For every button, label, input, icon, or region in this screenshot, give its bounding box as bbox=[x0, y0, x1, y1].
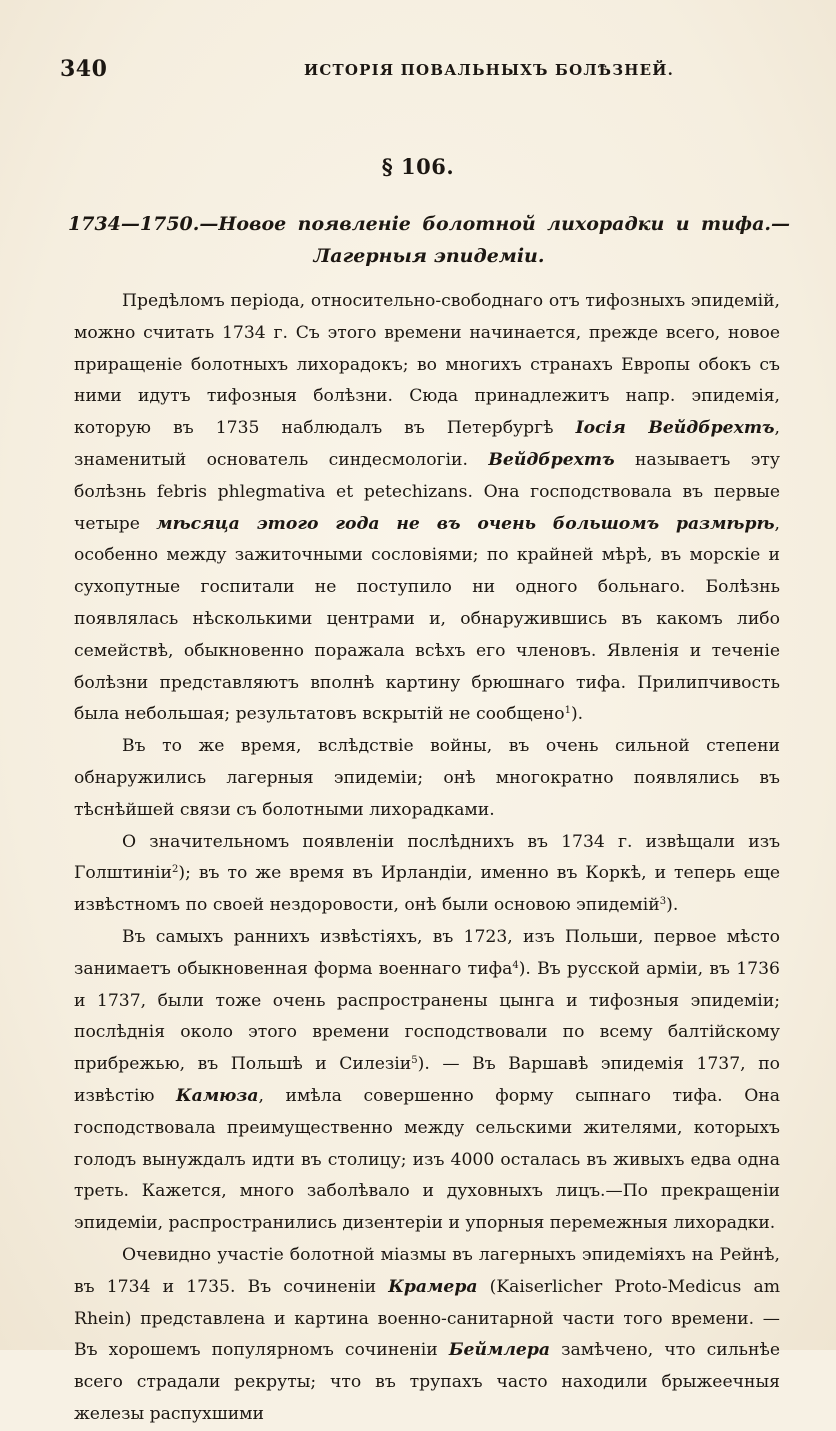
page-number: 340 bbox=[60, 56, 108, 82]
text-run: ). Въ русской арміи, въ 1736 и 1737, были тоже очень распространены цынга и тифозныя эпидеміи; послѣднія около этого времени господствовали по всему балтійскому прибрежью, въ Польшѣ и Силезіи bbox=[74, 958, 780, 1075]
text-run: Предѣломъ періода, относительно-свободнаго отъ тифозныхъ эпидемій, можно считать 1734 г. Съ этого времени начинается, прежде всего, новое приращеніе болотныхъ лихорадокъ; во многихъ странахъ Европы обокъ съ ними идутъ тифозныя болѣзни. Сюда принадлежитъ напр. эпидемія, которую въ 1735 наблюдалъ въ Петербургѣ bbox=[74, 291, 780, 439]
footnote-marker: 5 bbox=[411, 1055, 418, 1067]
paragraph bbox=[74, 827, 780, 922]
text-run: , знаменитый основатель синдесмологіи. bbox=[74, 418, 780, 470]
paragraph bbox=[74, 1240, 780, 1431]
text-run: ); въ то же время въ Ирландіи, именно въ Коркѣ, и теперь еще извѣстномъ по своей нездоровости, онѣ были основою эпидемій bbox=[74, 863, 780, 916]
text-run: , особенно между зажиточными сословіями; по крайней мѣрѣ, въ морскіе и сухопутные госпитали не поступило ни одного больнаго. Болѣзнь появлялась нѣсколькими центрами и, обнаружившись въ какомъ либо семействѣ, обыкновенно поражала всѣхъ его членовъ. Явленія и теченіе болѣзни представляютъ вполнѣ картину брюшнаго тифа. Прилипчивость была небольшая; результатовъ вскрытій не сообщено bbox=[74, 513, 780, 725]
emphasized-name: Іосія Вейдбрехтъ bbox=[575, 418, 775, 439]
running-title: ИСТОРІЯ ПОВАЛЬНЫХЪ БОЛѢЗНЕЙ. bbox=[304, 61, 675, 79]
paragraph bbox=[74, 922, 780, 1240]
section-number: § 106. bbox=[381, 154, 455, 179]
body-text bbox=[74, 286, 780, 1431]
footnote-marker: 2 bbox=[172, 864, 179, 876]
text-run: (Kaiserlicher Proto-Medicus am Rhein) представлена и картина военно-санитарной части того времени. — Въ хорошемъ популярномъ сочиненіи bbox=[74, 1276, 780, 1361]
text-run: ). — Въ Варшавѣ эпидемія 1737, по извѣстію bbox=[74, 1054, 780, 1106]
emphasized-name: Вейдбрехтъ bbox=[488, 449, 615, 470]
text-run: ). bbox=[570, 704, 584, 725]
emphasized-name: Беймлера bbox=[448, 1340, 550, 1361]
running-head bbox=[60, 56, 780, 84]
text-run: Въ самыхъ раннихъ извѣстіяхъ, въ 1723, изъ Польши, первое мѣсто занимаетъ обыкновенная форма военнаго тифа bbox=[74, 926, 780, 979]
text-run: Очевидно участіе болотной міазмы въ лагерныхъ эпидеміяхъ на Рейнѣ, въ 1734 и 1735. Въ сочиненіи bbox=[74, 1244, 780, 1297]
footnote-marker: 3 bbox=[659, 896, 667, 908]
text-run: О значительномъ появленіи послѣднихъ въ 1734 г. извѣщали изъ Голштиніи bbox=[74, 831, 780, 884]
emphasized-name: мѣсяца этого года не въ очень большомъ размѣрѣ bbox=[156, 513, 775, 534]
footnote-marker: 1 bbox=[564, 705, 571, 717]
text-run: , имѣла совершенно форму сыпнаго тифа. Она господствовала преимущественно между сельскими жителями, которыхъ голодъ вынуждалъ идти въ столицу; изъ 4000 осталась въ живыхъ едва одна треть. Кажется, много заболѣвало и духовныхъ лицъ.—По прекращеніи эпидеміи, распространились дизентеріи и упорныя перемежныя лихорадки. bbox=[74, 1085, 780, 1234]
text-run: ). bbox=[666, 895, 679, 916]
footnote-marker: 4 bbox=[512, 959, 519, 971]
text-run: замѣчено, что сильнѣе всего страдали рекруты; что въ трупахъ часто находили брыжеечныя железы распухшими bbox=[74, 1340, 780, 1424]
paragraph bbox=[74, 286, 780, 731]
paragraph bbox=[74, 731, 780, 826]
text-run: Въ то же время, вслѣдствіе войны, въ очень сильной степени обнаружились лагерныя эпидеміи; онѣ многократно появлялись въ тѣснѣйшей связи съ болотными лихорадками. bbox=[74, 736, 780, 820]
emphasized-name: Камюза bbox=[176, 1085, 259, 1106]
text-run: называетъ эту болѣзнь febris phlegmativa et petechizans. Она господствовала въ первые четыре bbox=[74, 449, 780, 534]
section-title: 1734—1750.—Новое появленіе болотной лихорадки и тифа.— Лагерныя эпидеміи. bbox=[68, 213, 790, 267]
emphasized-name: Крамера bbox=[388, 1276, 478, 1297]
